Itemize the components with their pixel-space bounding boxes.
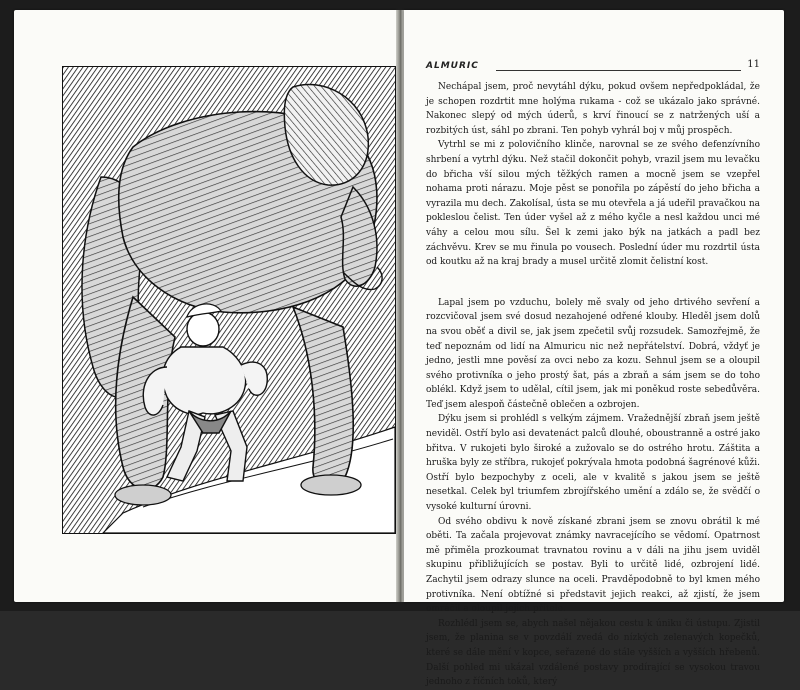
paragraph: Od svého obdivu k nově získané zbrani jsem se znovu obrátil k mé oběti. Ta začala projevovat známky navracejícího se vědomí. Opatrnost mě přiměla prozkoumat travnatou rovinu a v dáli na jihu jsem uviděl skupinu přibližujících se postav. Byli to určitě lidé, ozbrojení lidé. Zachytil jsem odrazy slunce na oceli. Pravděpodobně to byl kmen mého protivníka. Není obtížné si představit jejich reakci, až zjistí, že jsem omráčil a oloupil jejich přítele.	[426, 516, 760, 615]
paragraph: Nechápal jsem, proč nevytáhl dýku, pokud ovšem nepředpokládal, že je schopen rozdrtit mne holýma rukama - což se ukázalo jako správné. Nakonec slepý od mých úderů, s krví řinoucí se z natržených uší a rozbitých úst, sáhl po zbrani. Ten pohyb vyhrál boj v můj prospěch.	[426, 82, 760, 136]
running-title: ALMURIC	[426, 61, 479, 71]
running-rule	[496, 70, 741, 71]
book-gutter	[396, 10, 404, 602]
section-break	[426, 270, 760, 296]
paragraph: Rozhlédl jsem se, abych našel nějakou cestu k úniku či ústupu. Zjistil jsem, že planina se v povzdálí zvedá do nízkých zelenavých kopečků, které se dále mění v kopce, seřazené do stále vyšších a vyšších hřebenů. Další pohled mi ukázal vzdálené postavy prodírající se vysokou travou jednoho z říčních toků, který	[426, 618, 760, 688]
left-page	[14, 10, 396, 602]
right-page	[404, 10, 784, 688]
giant-ape-and-hero-icon	[63, 67, 395, 533]
illustration-panel	[62, 66, 396, 534]
page-number: 11	[747, 59, 760, 70]
paragraph: Dýku jsem si prohlédl s velkým zájmem. Vražednější zbraň jsem ještě neviděl. Ostří bylo asi devatenáct palců dlouhé, oboustranně a ostré jako břitva. V rukojeti bylo široké a zužovalo se do ostrého hrotu. Záštita a hruška byly ze stříbra, rukojeť pokrývala hmota podobná šagrénové kůži. Ostří bylo bezpochyby z oceli, ale v kvalitě s jakou jsem se ještě nesetkal. Celek byl triumfem zbrojířského umění a zdálo se, že svědčí o vysoké kulturní úrovni.	[426, 414, 760, 513]
paragraph: Vytrhl se mi z polovičního klinče, narovnal se ze svého defenzívního shrbení a vytrhl dýku. Než stačil dokončit pohyb, vrazil jsem mu levačku do břicha vší silou mých těžkých ramen a mocně jsem se vzepřel nohama proti nárazu. Moje pěst se ponořila po zápěstí do jeho břicha a vyrazila mu dech. Zakolísal, ústa se mu otevřela a já udeřil pravačkou na pokleslou čelist. Ten úder vyšel až z mého kyčle a nesl každou unci mé váhy a celou mou sílu. Šel k zemi jako býk na jatkách a padl bez záchvěvu. Krev se mu řinula po vousech. Poslední úder mu rozdrtil ústa od koutku až na kraj brady a musel určitě zlomit čelistní kost.	[426, 140, 760, 268]
body-text	[426, 80, 760, 690]
paragraph: Lapal jsem po vzduchu, bolely mě svaly od jeho drtivého sevření a rozcvičoval jsem své dosud nezahojené odřené klouby. Hleděl jsem dolů na svou oběť a divil se, jak jsem zpečetil svůj rozsudek. Samozřejmě, že teď nepoznám od lidí na Almuricu nic než nepřátelství. Dobrá, vždyť je jedno, jestli mne pověsí za ovci nebo za kozu. Sehnul jsem se a oloupil svého protivníka o jeho prostý šat, pás a zbraň a sám jsem se do toho oblékl. Když jsem to udělal, cítil jsem, jak mi poněkud roste sebedůvěra. Teď jsem alespoň částečně oblečen a ozbrojen.	[426, 297, 760, 410]
running-head	[426, 59, 760, 75]
